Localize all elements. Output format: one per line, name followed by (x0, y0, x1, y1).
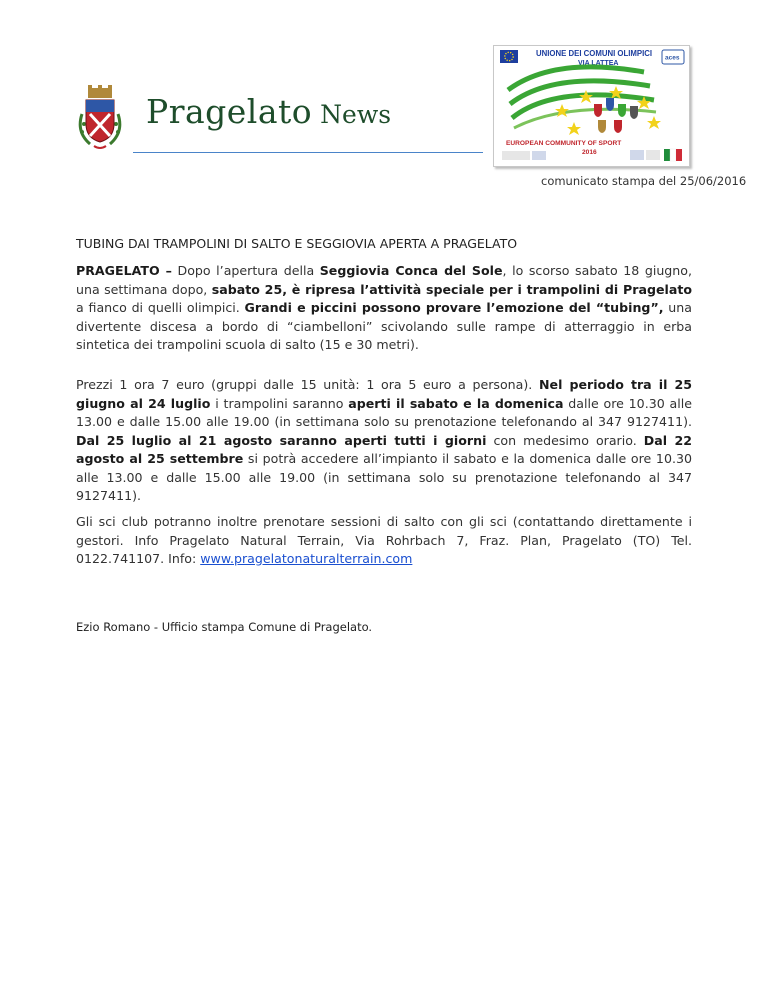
article-title: TUBING DAI TRAMPOLINI DI SALTO E SEGGIOVIA APERTA A PRAGELATO (76, 236, 518, 251)
municipality-crests-icon (594, 98, 638, 133)
masthead (146, 92, 391, 131)
italian-flag-icon (664, 149, 682, 161)
paragraph-3: Gli sci club potranno inoltre prenotare sessioni di salto con gli sci (contattando direttamente i gestori. Info Pragelato Natural Terrain, Via Rohrbach 7, Fraz. Plan, Pragelato (TO) Tel. 0122.741107. Info: www.pragelatonaturalterrain.com (76, 514, 692, 566)
paragraph-2: Prezzi 1 ora 7 euro (gruppi dalle 15 unità: 1 ora 5 euro a persona). Nel periodo tra il 25 giugno al 24 luglio i trampolini saranno aperti il sabato e la domenica dalle ore 10.30 alle 13.00 e dalle 15.00 alle 19.00 (in settimana solo su prenotazione telefonando al 347 9127411). Dal 25 luglio al 21 agosto saranno aperti tutti i giorni con medesimo orario. Dal 22 agosto al 25 settembre si potrà accedere all’impianto il sabato e la domenica dalle ore 10.30 alle 13.00 e dalle 15.00 alle 19.00 (in settimana solo su prenotazione telefonando al 347 9127411). (76, 377, 692, 503)
union-olympic-communities-logo (493, 45, 690, 167)
pragelato-crest-logo (76, 84, 124, 150)
signature: Ezio Romano - Ufficio stampa Comune di Pragelato. (76, 620, 373, 634)
press-release-date: comunicato stampa del 25/06/2016 (541, 174, 747, 188)
chairlift-name: Seggiovia Conca del Sole (319, 263, 503, 278)
logo-top-line-2: VIA LATTEA (578, 60, 619, 67)
logo-bottom-line-2: 2016 (582, 149, 597, 156)
masthead-subtitle: News (320, 100, 392, 129)
header-rule (133, 152, 483, 153)
paragraph-1: PRAGELATO – Dopo l’apertura della Seggiovia Conca del Sole, lo scorso sabato 18 giugno, una settimana dopo, sabato 25, è ripresa l’attività speciale per i trampolini di Pragelato a fianco di quelli olimpici. Grandi e piccini possono provare l’emozione del “tubing”, una divertente discesa a bordo di “ciambelloni” scivolando sulle rampe di atterraggio in erba sintetica dei trampolini scuola di salto (15 e 30 metri). (76, 263, 692, 352)
eu-flag-icon (500, 50, 518, 63)
sponsor-logos-icon (502, 150, 660, 160)
logo-bottom-line-1: EUROPEAN COMMUNITY OF SPORT (506, 140, 622, 147)
logo-top-line-1: UNIONE DEI COMUNI OLIMPICI (536, 49, 653, 58)
aces-badge-icon (662, 50, 684, 64)
dateline: PRAGELATO – (76, 263, 172, 278)
masthead-title: Pragelato (146, 92, 313, 131)
svg-text:aces: aces (665, 54, 680, 62)
website-link[interactable]: www.pragelatonaturalterrain.com (200, 551, 413, 566)
